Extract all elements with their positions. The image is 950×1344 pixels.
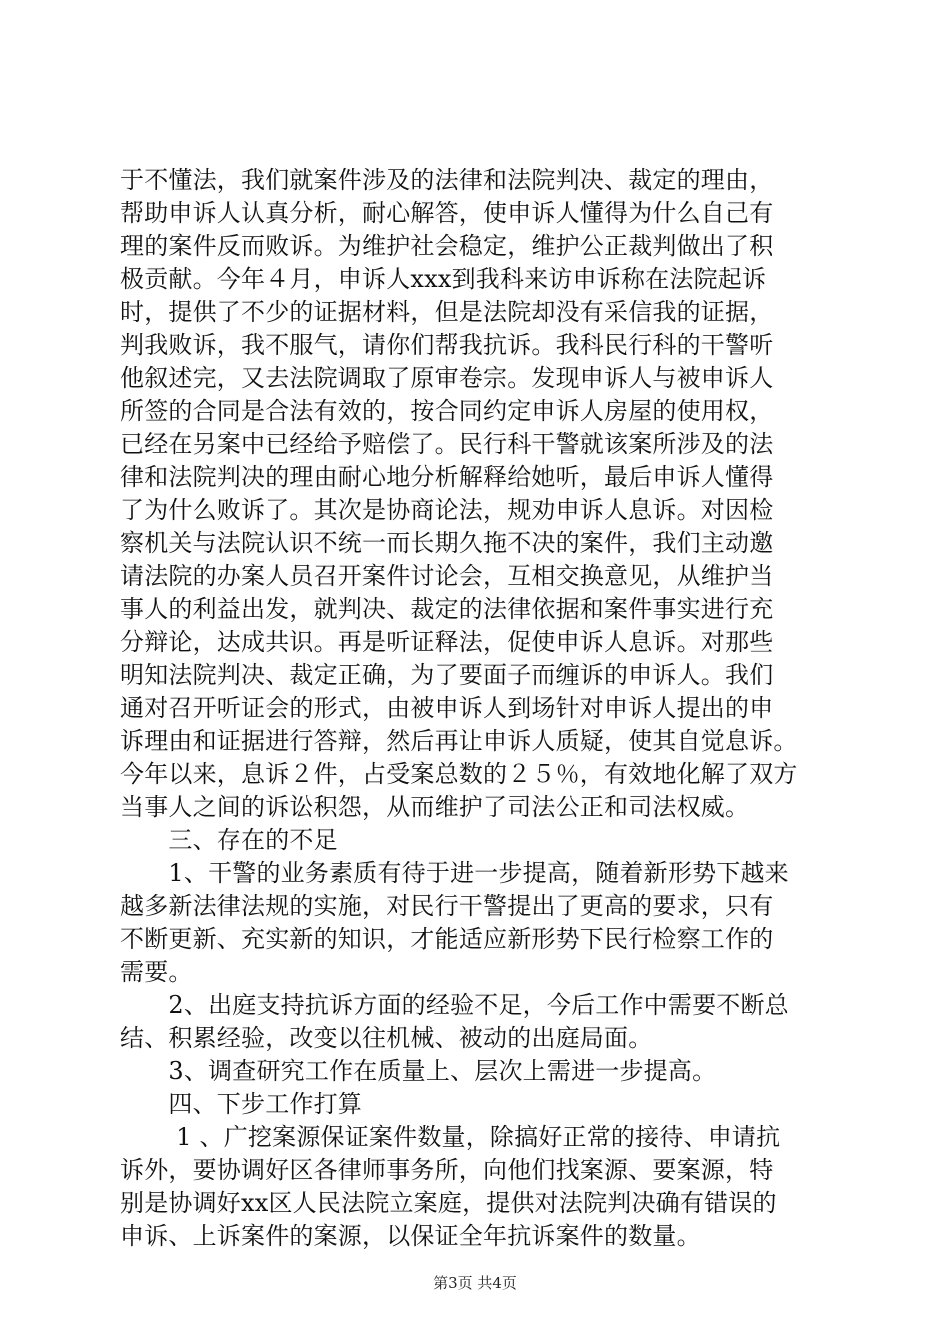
text-line: 当事人之间的诉讼积怨，从而维护了司法公正和司法权威。 <box>120 793 750 821</box>
text-line: 事人的利益出发，就判决、裁定的法律依据和案件事实进行充 <box>120 595 774 623</box>
text-line: 判我败诉，我不服气，请你们帮我抗诉。我科民行科的干警听 <box>120 331 774 359</box>
body-text <box>120 164 840 1253</box>
text-line: 察机关与法院认识不统一而长期久拖不决的案件，我们主动邀 <box>120 529 774 557</box>
text-line: 3、调查研究工作在质量上、层次上需进一步提高。 <box>120 1057 717 1085</box>
text-line: 于不懂法，我们就案件涉及的法律和法院判决、裁定的理由， <box>120 166 774 194</box>
text-line: 诉理由和证据进行答辩，然后再让申诉人质疑，使其自觉息诉。 <box>120 727 798 755</box>
text-line: 已经在另案中已经给予赔偿了。民行科干警就该案所涉及的法 <box>120 430 774 458</box>
text-line: 结、积累经验，改变以往机械、被动的出庭局面。 <box>120 1024 653 1052</box>
text-line: 1 、广挖案源保证案件数量，除搞好正常的接待、申请抗 <box>120 1123 781 1151</box>
text-line: 诉外，要协调好区各律师事务所，向他们找案源、要案源，特 <box>120 1156 774 1184</box>
text-line: 所签的合同是合法有效的，按合同约定申诉人房屋的使用权， <box>120 397 774 425</box>
text-line: 分辩论，达成共识。再是听证释法，促使申诉人息诉。对那些 <box>120 628 774 656</box>
text-line: 2、出庭支持抗诉方面的经验不足，今后工作中需要不断总 <box>120 991 789 1019</box>
text-line: 请法院的办案人员召开案件讨论会，互相交换意见，从维护当 <box>120 562 774 590</box>
page-number-footer: 第3页 共4页 <box>433 1274 517 1292</box>
text-line: 别是协调好xx区人民法院立案庭，提供对法院判决确有错误的 <box>120 1189 777 1217</box>
text-line: 他叙述完，又去法院调取了原审卷宗。发现申诉人与被申诉人 <box>120 364 774 392</box>
text-line: 帮助申诉人认真分析，耐心解答，使申诉人懂得为什么自己有 <box>120 199 774 227</box>
text-line: 时，提供了不少的证据材料，但是法院却没有采信我的证据， <box>120 298 774 326</box>
text-line: 理的案件反而败诉。为维护社会稳定，维护公正裁判做出了积 <box>120 232 774 260</box>
text-line: 律和法院判决的理由耐心地分析解释给她听，最后申诉人懂得 <box>120 463 774 491</box>
text-line: 1、干警的业务素质有待于进一步提高，随着新形势下越来 <box>120 859 789 887</box>
text-line: 极贡献。今年４月，申诉人xxx到我科来访申诉称在法院起诉 <box>120 265 767 293</box>
text-line: 了为什么败诉了。其次是协商论法，规劝申诉人息诉。对因检 <box>120 496 774 524</box>
text-line: 申诉、上诉案件的案源，以保证全年抗诉案件的数量。 <box>120 1222 701 1250</box>
text-line: 需要。 <box>120 958 193 986</box>
text-line: 今年以来，息诉２件，占受案总数的２５％，有效地化解了双方 <box>120 760 798 788</box>
text-line: 通对召开听证会的形式，由被申诉人到场针对申诉人提出的申 <box>120 694 774 722</box>
section-heading: 三、存在的不足 <box>120 826 338 854</box>
text-line: 明知法院判决、裁定正确，为了要面子而缠诉的申诉人。我们 <box>120 661 774 689</box>
text-line: 不断更新、充实新的知识，才能适应新形势下民行检察工作的 <box>120 925 774 953</box>
section-heading: 四、下步工作打算 <box>120 1090 362 1118</box>
text-line: 越多新法律法规的实施，对民行干警提出了更高的要求，只有 <box>120 892 774 920</box>
